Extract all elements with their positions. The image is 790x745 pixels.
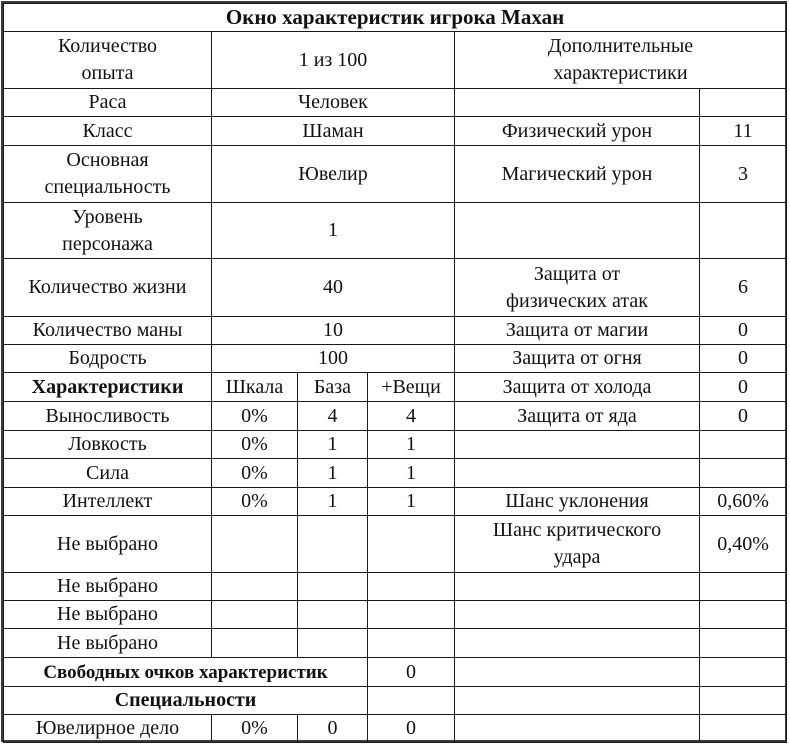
fire-defense-label: Защита от огня xyxy=(455,345,700,373)
attribute-scale: 0% xyxy=(212,431,298,459)
cold-defense-value: 0 xyxy=(700,373,787,402)
magic-damage-label: Магический урон xyxy=(455,146,700,203)
attribute-items xyxy=(368,516,455,573)
attribute-items xyxy=(368,601,455,629)
physical-defense-label-line2: физических атак xyxy=(506,289,648,312)
health-value: 40 xyxy=(212,259,455,317)
attribute-row xyxy=(4,431,787,459)
crit-chance-label-line1: Шанс критического xyxy=(492,519,662,541)
attribute-base: 1 xyxy=(298,488,368,516)
attribute-name: Не выбрано xyxy=(4,516,212,573)
attribute-scale xyxy=(212,629,298,658)
extra-label-empty-1 xyxy=(455,89,700,117)
extra-label-empty-2 xyxy=(455,203,700,259)
attribute-row xyxy=(4,573,787,601)
physical-defense-label xyxy=(455,259,700,317)
attribute-scale: 0% xyxy=(212,402,298,431)
dodge-chance-label: Шанс уклонения xyxy=(455,488,700,516)
attribute-name: Сила xyxy=(4,459,212,488)
stamina-label: Бодрость xyxy=(4,345,212,373)
extra-value-empty xyxy=(700,601,787,629)
attribute-base xyxy=(298,629,368,658)
specialty-scale: 0% xyxy=(212,715,298,743)
class-value: Шаман xyxy=(212,117,455,146)
main-specialty-value: Ювелир xyxy=(212,146,455,203)
window-title: Окно характеристик игрока Махан xyxy=(4,4,787,32)
attribute-name: Не выбрано xyxy=(4,573,212,601)
base-column-header: База xyxy=(298,373,368,402)
attribute-row xyxy=(4,516,787,573)
extra-label-empty-4 xyxy=(455,459,700,488)
race-label: Раса xyxy=(4,89,212,117)
fire-defense-value: 0 xyxy=(700,345,787,373)
specialties-header-empty xyxy=(368,687,455,715)
crit-chance-label-line2: удара xyxy=(553,546,601,568)
attribute-items: 1 xyxy=(368,459,455,488)
stamina-value: 100 xyxy=(212,345,455,373)
race-value: Человек xyxy=(212,89,455,117)
magic-defense-value: 0 xyxy=(700,317,787,345)
poison-defense-value: 0 xyxy=(700,402,787,431)
attribute-base: 1 xyxy=(298,431,368,459)
attribute-items xyxy=(368,573,455,601)
crit-chance-label xyxy=(455,516,700,573)
extra-value-empty-3 xyxy=(700,431,787,459)
physical-damage-label: Физический урон xyxy=(455,117,700,146)
extra-label-empty-3 xyxy=(455,431,700,459)
attribute-scale xyxy=(212,573,298,601)
health-label: Количество жизни xyxy=(4,259,212,317)
physical-defense-value: 6 xyxy=(700,259,787,317)
physical-defense-label-line1: Защита от xyxy=(533,262,621,285)
extra-header-line1: Дополнительные xyxy=(547,35,694,57)
items-column-header: +Вещи xyxy=(368,373,455,402)
level-value: 1 xyxy=(212,203,455,259)
attribute-base xyxy=(298,601,368,629)
attribute-name: Выносливость xyxy=(4,402,212,431)
attribute-base: 4 xyxy=(298,402,368,431)
extra-value-empty-2 xyxy=(700,203,787,259)
attribute-items: 1 xyxy=(368,488,455,516)
attribute-name: Не выбрано xyxy=(4,601,212,629)
mana-value: 10 xyxy=(212,317,455,345)
dodge-chance-value: 0,60% xyxy=(700,488,787,516)
attribute-base: 1 xyxy=(298,459,368,488)
experience-value: 1 из 100 xyxy=(212,32,455,89)
class-label: Класс xyxy=(4,117,212,146)
extra-value-empty xyxy=(700,687,787,715)
extra-value-empty xyxy=(700,629,787,658)
attribute-row xyxy=(4,459,787,488)
extra-label-empty xyxy=(455,601,700,629)
extra-stats-header xyxy=(455,32,787,89)
character-stats-table xyxy=(3,3,787,743)
cold-defense-label: Защита от холода xyxy=(455,373,700,402)
attribute-row xyxy=(4,601,787,629)
main-specialty-label-line2: специальность xyxy=(44,176,171,198)
attribute-scale: 0% xyxy=(212,488,298,516)
specialty-items: 0 xyxy=(368,715,455,743)
extra-header-line2: характеристики xyxy=(553,62,688,84)
physical-damage-value: 11 xyxy=(700,117,787,146)
experience-label xyxy=(4,32,212,89)
free-points-value: 0 xyxy=(368,658,455,687)
attribute-row xyxy=(4,402,787,431)
extra-value-empty-4 xyxy=(700,459,787,488)
attribute-base xyxy=(298,516,368,573)
attribute-items: 4 xyxy=(368,402,455,431)
attribute-base xyxy=(298,573,368,601)
magic-defense-label: Защита от магии xyxy=(455,317,700,345)
crit-chance-value: 0,40% xyxy=(700,516,787,573)
extra-label-empty xyxy=(455,715,700,743)
attribute-row xyxy=(4,488,787,516)
specialty-row xyxy=(4,715,787,743)
mana-label: Количество маны xyxy=(4,317,212,345)
experience-label-line2: опыта xyxy=(81,62,134,84)
extra-value-empty xyxy=(700,658,787,687)
attribute-scale xyxy=(212,601,298,629)
experience-label-line1: Количество xyxy=(57,35,158,57)
poison-defense-label: Защита от яда xyxy=(455,402,700,431)
extra-value-empty xyxy=(700,715,787,743)
free-points-label: Свободных очков характеристик xyxy=(4,658,368,687)
extra-value-empty xyxy=(700,573,787,601)
extra-label-empty xyxy=(455,658,700,687)
attribute-name: Интеллект xyxy=(4,488,212,516)
level-label-line1: Уровень xyxy=(72,205,143,228)
main-specialty-label xyxy=(4,146,212,203)
attribute-row xyxy=(4,629,787,658)
extra-label-empty xyxy=(455,629,700,658)
attribute-scale: 0% xyxy=(212,459,298,488)
magic-damage-value: 3 xyxy=(700,146,787,203)
level-label xyxy=(4,203,212,259)
main-specialty-label-line1: Основная xyxy=(66,149,149,171)
attribute-name: Ловкость xyxy=(4,431,212,459)
attribute-scale xyxy=(212,516,298,573)
scale-column-header: Шкала xyxy=(212,373,298,402)
level-label-line2: персонажа xyxy=(62,232,153,255)
attributes-header: Характеристики xyxy=(4,373,212,402)
extra-value-empty-1 xyxy=(700,89,787,117)
specialty-base: 0 xyxy=(298,715,368,743)
extra-label-empty xyxy=(455,687,700,715)
specialties-header: Специальности xyxy=(4,687,368,715)
specialty-name: Ювелирное дело xyxy=(4,715,212,743)
attribute-name: Не выбрано xyxy=(4,629,212,658)
attribute-items xyxy=(368,629,455,658)
attribute-items: 1 xyxy=(368,431,455,459)
extra-label-empty xyxy=(455,573,700,601)
